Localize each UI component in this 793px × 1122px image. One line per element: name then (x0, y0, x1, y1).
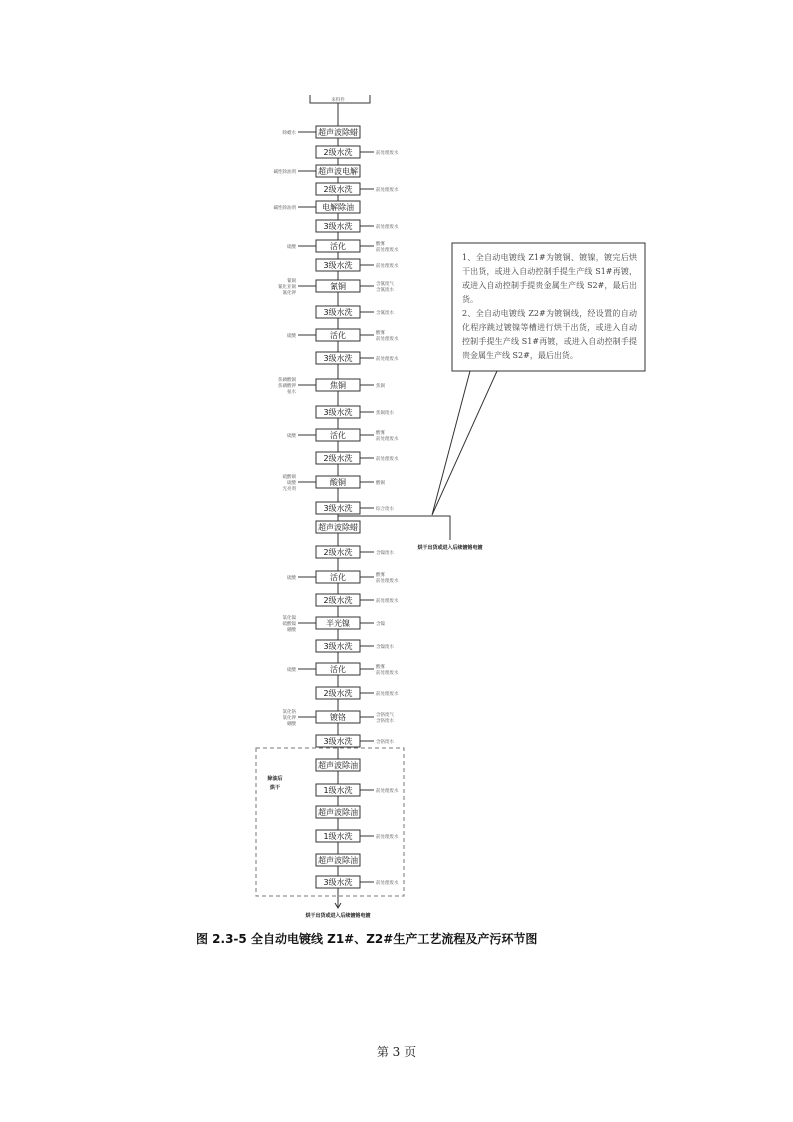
process-step-label: 2级水洗 (323, 689, 353, 698)
input-label: 硫酸 (287, 334, 296, 339)
process-step-label: 2级水洗 (323, 148, 353, 157)
input-label: 氯化镍 (282, 616, 296, 621)
output-label: 含铬废水 (376, 719, 394, 724)
input-label: 焦磷酸铜 (278, 378, 296, 383)
process-step-label: 超声波除油 (318, 856, 358, 865)
output-label: 前处理废水 (376, 671, 399, 676)
output-label: 前处理废水 (376, 881, 399, 886)
process-step-label: 氰铜 (330, 282, 346, 291)
output-label: 含氰废气 (376, 282, 394, 287)
output-label: 前处理废水 (376, 188, 399, 193)
process-step-label: 3级水洗 (323, 354, 353, 363)
branch-label: 烘干出货或进入后续镀铬电镀 (417, 545, 483, 551)
output-label: 前处理废水 (376, 264, 399, 269)
process-step-label: 2级水洗 (323, 185, 353, 194)
note-paragraph-1: 1、全自动电镀线 Z1#为镀铜、镀镍，镀完后烘干出货，或进入自动控制手提生产线 S1#再镀，或进入自动控制手提贵金属生产线 S2#，最后出货。 (462, 253, 637, 304)
output-label: 前处理废水 (376, 835, 399, 840)
input-label: 硫酸 (287, 245, 296, 250)
output-label: 含铬废气 (376, 713, 394, 718)
output-label: 含镍废水 (376, 551, 394, 556)
input-label: 硫酸铜 (282, 475, 296, 480)
process-step-label: 活化 (330, 573, 346, 582)
process-step-label: 活化 (330, 431, 346, 440)
output-label: 含铬废水 (376, 740, 394, 745)
output-label: 焦铜废水 (376, 411, 394, 416)
process-step-label: 3级水洗 (323, 222, 353, 231)
dashed-group-label: 烘干 (269, 785, 281, 791)
output-label: 前处理废水 (376, 225, 399, 230)
process-step-label: 3级水洗 (323, 408, 353, 417)
output-label: 含氰废水 (376, 288, 394, 293)
output-label: 前处理废水 (376, 357, 399, 362)
note-paragraph-2: 2、全自动电镀线 Z2#为镀铜线，经设置的自动化程序跳过镀镍等槽进行烘干出货，或进入自动控制手提生产线 S1#再镀，或进入自动控制手提贵金属生产线 S2#，最后出货。 (462, 309, 637, 360)
input-label: 碱性除油剂 (273, 170, 296, 175)
process-step-label: 3级水洗 (323, 504, 353, 513)
input-label: 硫酸 (287, 481, 296, 486)
output-label: 前处理废水 (376, 248, 399, 253)
figure-caption: 图 2.3-5 全自动电镀线 Z1#、Z2#生产工艺流程及产污环节图 (196, 932, 538, 946)
output-label: 焦铜 (376, 384, 385, 389)
input-label: 氨水 (287, 390, 296, 395)
process-step-label: 活化 (330, 665, 346, 674)
process-step-label: 1级水洗 (323, 786, 353, 795)
input-label: 氰化亚铜 (278, 285, 296, 290)
process-step-label: 超声波除油 (318, 808, 358, 817)
output-label: 酸雾 (376, 573, 385, 578)
process-step-label: 超声波除蜡 (318, 128, 358, 137)
start-label: 来料件 (331, 98, 345, 103)
input-label: 硫酸 (287, 434, 296, 439)
page-number: 第 3 页 (376, 1045, 417, 1059)
output-label: 酸雾 (376, 331, 385, 336)
end-label: 烘干出货或进入后续镀铬电镀 (305, 913, 371, 919)
output-label: 前处理废水 (376, 151, 399, 156)
process-step-label: 2级水洗 (323, 454, 353, 463)
input-label: 硼酸 (287, 628, 296, 633)
input-label: 氯化钾 (282, 716, 296, 721)
process-step-label: 半光镍 (326, 619, 350, 628)
output-label: 含镍 (376, 622, 385, 627)
process-step-label: 超声波电解 (318, 167, 358, 176)
process-step-label: 酸铜 (330, 478, 346, 487)
process-step-label: 活化 (330, 242, 346, 251)
output-label: 前处理废水 (376, 692, 399, 697)
output-label: 前处理废水 (376, 337, 399, 342)
input-label: 氰化钾 (282, 291, 296, 296)
input-label: 氰铜 (287, 279, 296, 284)
input-label: 光亮剂 (282, 487, 296, 492)
input-label: 焦磷酸钾 (278, 384, 296, 389)
process-step-label: 3级水洗 (323, 737, 353, 746)
input-label: 硼酸 (287, 722, 296, 727)
process-step-label: 2级水洗 (323, 596, 353, 605)
output-label: 综合废水 (376, 507, 394, 512)
output-label: 酸雾 (376, 242, 385, 247)
process-step-label: 超声波除油 (318, 761, 358, 770)
process-step-label: 超声波除蜡 (318, 523, 358, 532)
input-label: 硫酸 (287, 668, 296, 673)
process-step-label: 镀铬 (330, 713, 346, 722)
callout-pointer (432, 371, 497, 515)
output-label: 前处理废水 (376, 599, 399, 604)
dashed-group-label: 除油后 (267, 776, 283, 782)
process-step-label: 3级水洗 (323, 878, 353, 887)
input-label: 硫酸 (287, 576, 296, 581)
input-label: 氯化铬 (282, 710, 296, 715)
output-label: 酸铜 (376, 481, 385, 486)
output-label: 前处理废水 (376, 437, 399, 442)
output-label: 前处理废水 (376, 579, 399, 584)
output-label: 含氰废水 (376, 311, 394, 316)
process-step-label: 1级水洗 (323, 832, 353, 841)
output-label: 前处理废水 (376, 789, 399, 794)
input-label: 硫酸镍 (282, 622, 296, 627)
process-step-label: 3级水洗 (323, 261, 353, 270)
process-step-label: 3级水洗 (323, 642, 353, 651)
output-label: 酸雾 (376, 431, 385, 436)
output-label: 酸雾 (376, 665, 385, 670)
process-step-label: 焦铜 (330, 381, 346, 390)
input-label: 碱性除油剂 (273, 206, 296, 211)
output-label: 含镍废水 (376, 645, 394, 650)
process-step-label: 电解除油 (322, 203, 354, 212)
input-label: 除蜡水 (282, 131, 296, 136)
output-label: 前处理废水 (376, 457, 399, 462)
process-note (452, 243, 645, 371)
process-step-label: 活化 (330, 331, 346, 340)
process-step-label: 3级水洗 (323, 308, 353, 317)
process-step-label: 2级水洗 (323, 548, 353, 557)
